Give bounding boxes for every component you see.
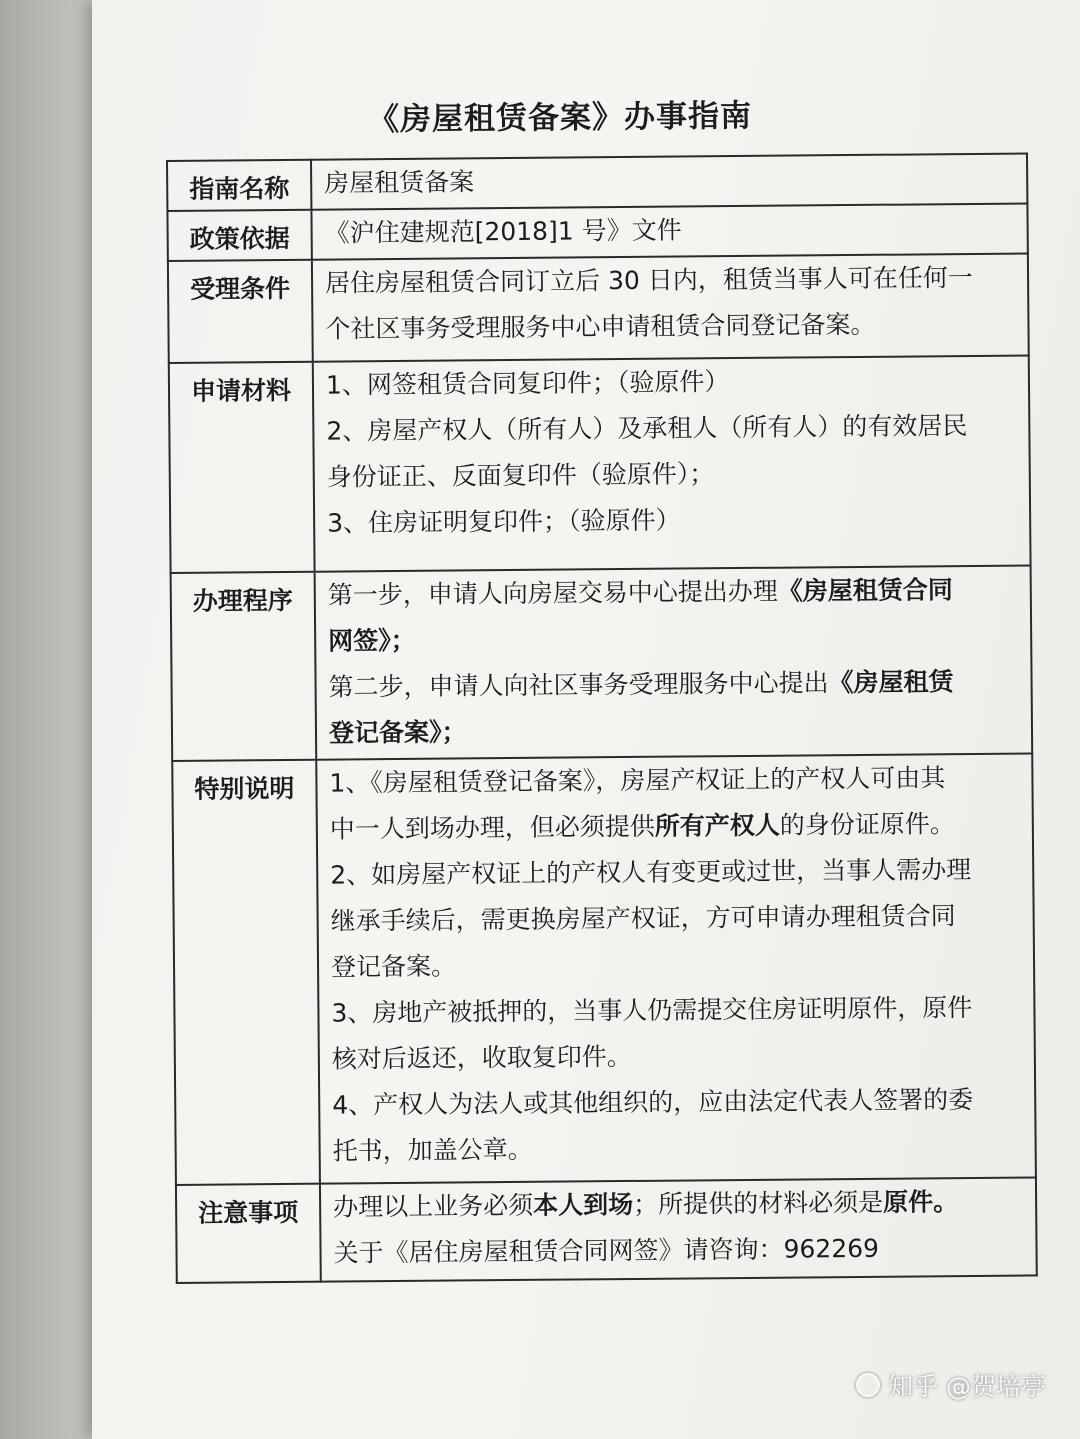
table-row (167, 203, 1027, 261)
text-line (330, 801, 1024, 853)
zhihu-circle-icon (856, 1373, 880, 1397)
step1-bold-cont: 网签》 (328, 626, 391, 656)
row-value-acceptance-conditions (312, 253, 1029, 361)
text-line: 身份证正、反面复印件（验原件）； (326, 459, 715, 492)
text-line: 3、房地产被抵押的，当事人仍需提交住房证明原件，原件 (331, 992, 973, 1028)
text-line: 关于《居住房屋租赁合同网签》请咨询：962269 (333, 1233, 880, 1268)
table-row (169, 355, 1031, 572)
row-label-procedure: 办理程序 (171, 572, 317, 761)
row-label-application-materials: 申请材料 (169, 362, 315, 573)
step1-text: 第一步，申请人向房屋交易中心提出办理 (327, 576, 778, 610)
notes-text: 办理以上业务必须 (333, 1190, 534, 1222)
step1-end: ； (390, 625, 416, 656)
watermark-text: 知乎 @贺培亭 (888, 1372, 1046, 1401)
step2-bold-cont: 登记备案》 (328, 717, 442, 748)
text-line: 核对后返还，收取复印件。 (331, 1041, 632, 1074)
text-line (333, 1179, 1027, 1231)
text-line: 3、住房证明复印件；（验原件） (327, 505, 681, 538)
step2-text: 第二步，申请人向社区事务受理服务中心提出 (328, 668, 829, 702)
row-value-notes (320, 1177, 1037, 1281)
step1-bold: 《房屋租赁合同 (777, 575, 953, 606)
document-title: 《房屋租赁备案》办事指南 (367, 97, 753, 139)
notes-bold-end: 原件。 (883, 1187, 959, 1217)
row-label-notes: 注意事项 (176, 1184, 321, 1283)
text-line: 2、房屋产权人（所有人）及承租人（所有人）的有效居民 (326, 411, 968, 446)
table-row (172, 753, 1036, 1184)
text-line: 1、网签租赁合同复印件；（验原件） (325, 367, 730, 400)
item1-text: 中一人到场办理，但必须提供 (329, 811, 655, 844)
table-row (168, 253, 1029, 363)
text-line: 登记备案。 (330, 951, 457, 982)
notes-bold: 本人到场 (533, 1189, 634, 1220)
row-value-procedure (315, 565, 1033, 759)
row-value-application-materials (313, 355, 1031, 571)
guide-table (166, 152, 1038, 1283)
row-label-acceptance-conditions: 受理条件 (168, 260, 313, 363)
table-row (176, 1177, 1037, 1283)
row-value-special-notes (316, 753, 1036, 1183)
text-line (328, 567, 1022, 619)
text-line: 居住房屋租赁合同订立后 30 日内，租赁当事人可在任何一 (324, 262, 973, 298)
background-shadow (0, 0, 92, 1439)
text-line (328, 659, 1022, 711)
text-line: 1、《房屋租赁登记备案》，房屋产权证上的产权人可由其 (329, 763, 946, 798)
table-row (167, 153, 1027, 211)
text-line (329, 705, 1023, 757)
step2-end: ； (441, 717, 467, 747)
row-value-guide-name: 房屋租赁备案 (311, 153, 1027, 209)
notes-text-mid: ；所提供的材料必须是 (633, 1187, 884, 1219)
text-line (328, 613, 1022, 665)
table-row (171, 565, 1033, 760)
watermark (856, 1367, 1046, 1403)
text-line: 4、产权人为法人或其他组织的，应由法定代表人签署的委 (332, 1084, 974, 1120)
item1-text-end: 的身份证原件。 (779, 809, 955, 840)
text-line: 继承手续后，需更换房屋产权证，方可申请办理租赁合同 (330, 901, 956, 936)
text-line: 个社区事务受理服务中心申请租赁合同登记备案。 (325, 309, 876, 344)
step2-bold: 《房屋租赁 (828, 667, 954, 698)
row-value-policy-basis: 《沪住建规范[2018]1 号》文件 (311, 203, 1027, 259)
row-label-special-notes: 特别说明 (172, 760, 320, 1185)
text-line: 2、如房屋产权证上的产权人有变更或过世，当事人需办理 (330, 855, 972, 890)
text-line: 托书，加盖公章。 (332, 1134, 533, 1166)
item1-bold: 所有产权人 (654, 810, 780, 841)
row-label-policy-basis: 政策依据 (167, 210, 311, 261)
row-label-guide-name: 指南名称 (167, 160, 311, 211)
